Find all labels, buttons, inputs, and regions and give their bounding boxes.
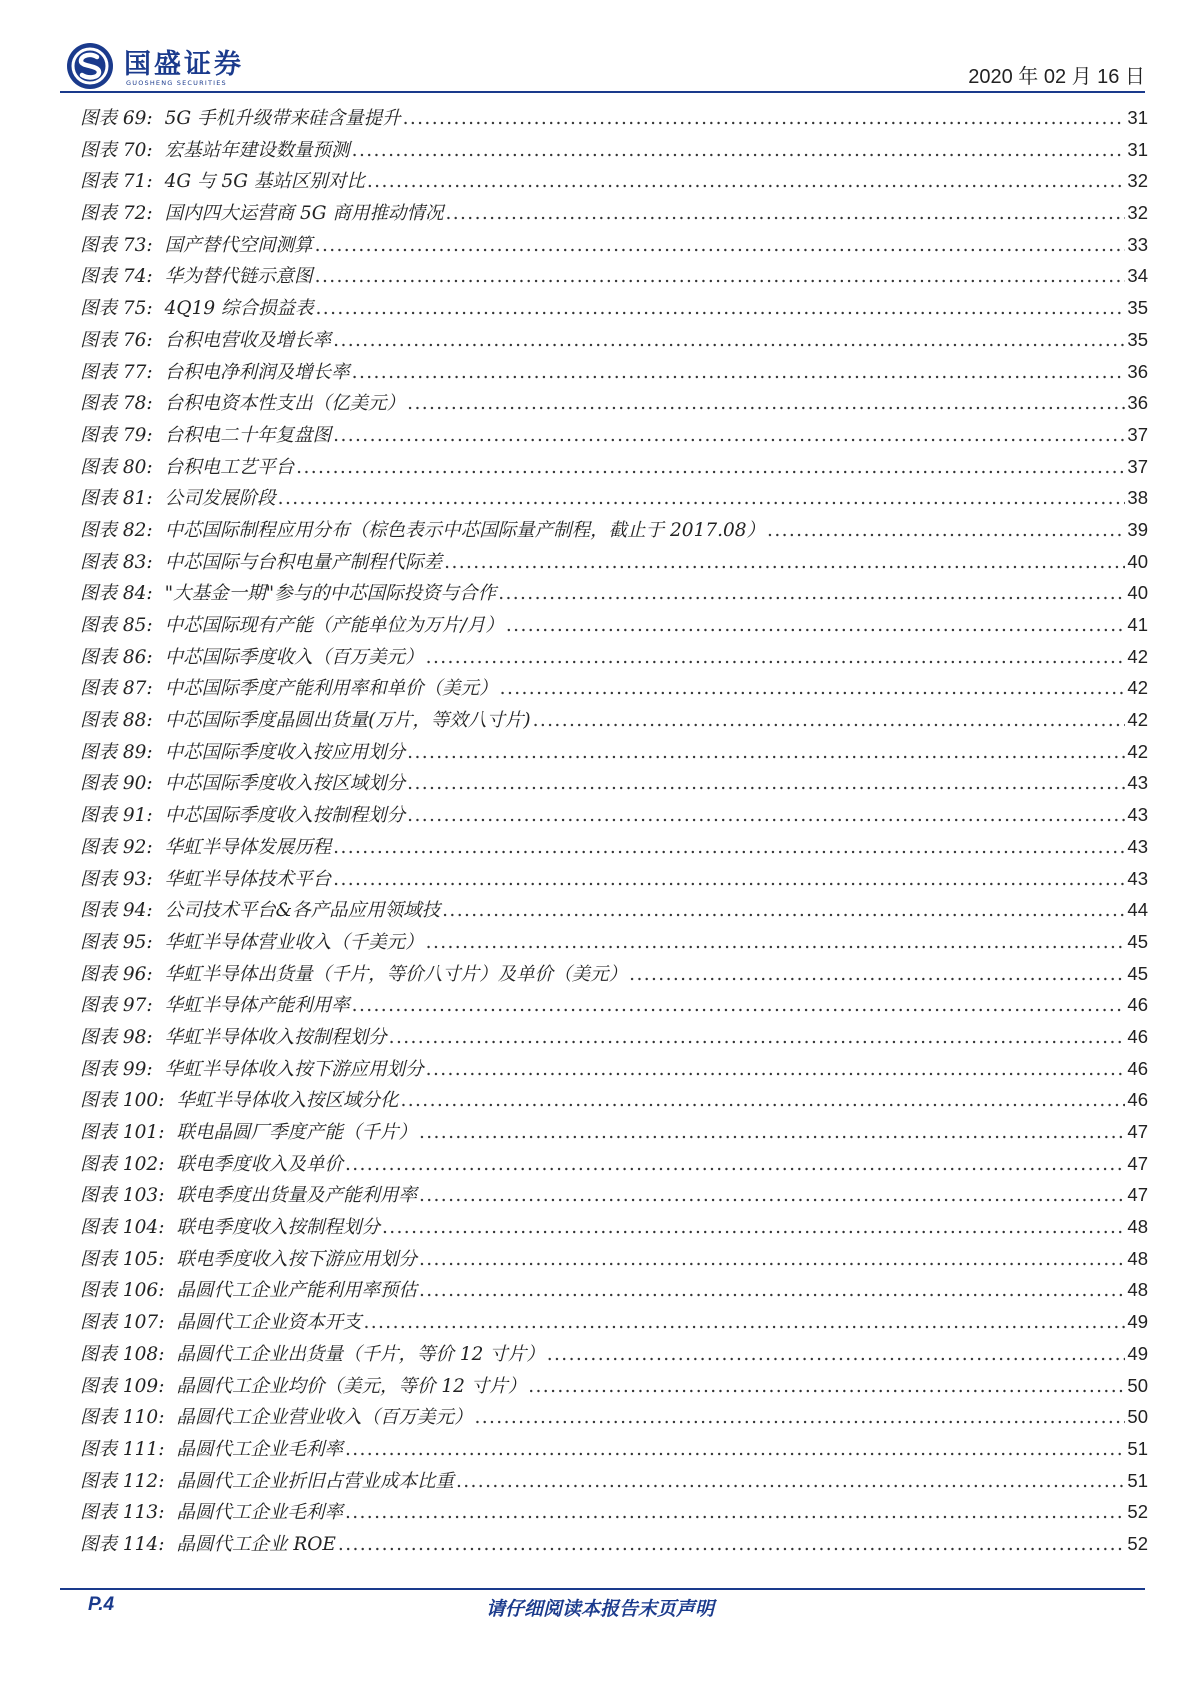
toc-entry[interactable]: [80, 738, 1148, 770]
toc-figure-title: 华虹半导体技术平台: [164, 868, 332, 890]
toc-figure-label: 图表 70:: [80, 139, 153, 161]
toc-page-number: 45: [1127, 962, 1148, 984]
toc-figure-label: 图表 112:: [80, 1470, 165, 1492]
toc-entry[interactable]: [80, 833, 1148, 865]
toc-figure-label: 图表 78:: [80, 393, 153, 415]
toc-entry[interactable]: [80, 928, 1148, 960]
toc-figure-title: 华虹半导体收入按下游应用划分: [164, 1058, 424, 1080]
toc-figure-label: 图表 90:: [80, 773, 153, 795]
toc-page-number: 47: [1127, 1184, 1148, 1206]
toc-figure-label: 图表 73:: [80, 234, 153, 256]
toc-entry[interactable]: [80, 991, 1148, 1023]
toc-entry[interactable]: [80, 1498, 1148, 1530]
toc-page-number: 37: [1127, 423, 1148, 445]
toc-figure-title: 公司技术平台&各产品应用领域技: [164, 900, 441, 922]
toc-dot-leader: [345, 1154, 1125, 1175]
toc-dot-leader: [419, 1122, 1125, 1143]
toc-figure-title: 晶圆代工企业营业收入（百万美元）: [176, 1407, 473, 1429]
toc-figure-title: 晶圆代工企业资本开支: [176, 1312, 362, 1334]
toc-figure-label: 图表 76:: [80, 329, 153, 351]
footer-disclaimer: 请仔细阅读本报告末页声明: [485, 1598, 714, 1620]
toc-entry[interactable]: [80, 896, 1148, 928]
toc-entry[interactable]: [80, 231, 1148, 263]
toc-dot-leader: [629, 964, 1125, 985]
toc-entry[interactable]: [80, 199, 1148, 231]
toc-figure-label: 图表 100:: [80, 1090, 165, 1112]
toc-dot-leader: [333, 869, 1125, 890]
toc-page-number: 46: [1127, 1057, 1148, 1079]
toc-page-number: 50: [1127, 1406, 1148, 1428]
toc-page-number: 48: [1127, 1216, 1148, 1238]
toc-figure-label: 图表 104:: [80, 1217, 165, 1239]
toc-figure-label: 图表 102:: [80, 1153, 165, 1175]
toc-figure-title: 联电季度收入按下游应用划分: [176, 1248, 417, 1270]
toc-figure-label: 图表 83:: [80, 551, 153, 573]
toc-dot-leader: [767, 520, 1125, 541]
toc-dot-leader: [382, 1217, 1125, 1238]
toc-page-number: 51: [1127, 1469, 1148, 1491]
toc-dot-leader: [419, 1280, 1125, 1301]
toc-dot-leader: [345, 1502, 1125, 1523]
toc-page-number: 47: [1127, 1121, 1148, 1142]
toc-figure-title: 台积电二十年复盘图: [164, 424, 332, 446]
toc-figure-label: 图表 74:: [80, 266, 153, 288]
toc-page-number: 51: [1127, 1437, 1148, 1459]
toc-entry[interactable]: [80, 1150, 1148, 1182]
toc-page-number: 50: [1127, 1374, 1148, 1396]
toc-entry[interactable]: [80, 104, 1148, 136]
toc-figure-label: 图表 80:: [80, 456, 153, 478]
toc-dot-leader: [426, 932, 1126, 953]
toc-page-number: 47: [1127, 1152, 1148, 1174]
toc-figure-title: 联电季度收入及单价: [176, 1153, 343, 1175]
toc-dot-leader: [400, 1090, 1125, 1111]
toc-dot-leader: [352, 362, 1126, 383]
toc-figure-title: 国产替代空间测算: [164, 234, 313, 256]
toc-figure-title: 4Q19 综合损益表: [164, 298, 314, 320]
toc-page-number: 44: [1127, 899, 1148, 921]
toc-figure-title: 晶圆代工企业折旧占营业成本比重: [176, 1470, 454, 1492]
toc-figure-label: 图表 85:: [80, 615, 153, 636]
toc-entry[interactable]: [80, 1023, 1148, 1055]
toc-figure-label: 图表 101:: [80, 1122, 165, 1143]
toc-entry[interactable]: [80, 421, 1148, 453]
toc-figure-title: 华为替代链示意图: [164, 266, 313, 288]
toc-page-number: 48: [1127, 1279, 1148, 1301]
toc-page-number: 35: [1127, 297, 1148, 319]
toc-figure-title: 华虹半导体发展历程: [164, 836, 332, 858]
toc-page-number: 41: [1127, 614, 1148, 635]
toc-page-number: 42: [1127, 740, 1148, 762]
toc-figure-label: 图表 105:: [80, 1248, 165, 1270]
toc-figure-title: 台积电营收及增长率: [164, 329, 332, 351]
toc-figure-label: 图表 98:: [80, 1026, 153, 1048]
toc-figure-title: 公司发展阶段: [164, 488, 276, 510]
toc-page-number: 49: [1127, 1342, 1148, 1364]
toc-figure-label: 图表 79:: [80, 424, 153, 446]
toc-page-number: 48: [1127, 1247, 1148, 1269]
toc-figure-title: 中芯国际与台积电量产制程代际差: [164, 551, 443, 573]
toc-figure-title: 台积电资本性支出（亿美元）: [164, 393, 406, 415]
toc-entry[interactable]: [80, 801, 1148, 833]
toc-figure-title: 5G 手机升级带来硅含量提升: [164, 108, 401, 129]
toc-figure-title: 台积电净利润及增长率: [164, 361, 350, 383]
toc-page-number: 32: [1127, 202, 1148, 224]
toc-figure-title: "大基金一期"参与的中芯国际投资与合作: [164, 583, 497, 605]
toc-figure-label: 图表 95:: [80, 931, 153, 953]
company-logo: [62, 38, 312, 98]
toc-dot-leader: [500, 678, 1126, 699]
toc-figure-label: 图表 81:: [80, 488, 153, 510]
toc-entry[interactable]: [80, 1213, 1148, 1245]
toc-figure-label: 图表 72:: [80, 203, 153, 225]
toc-dot-leader: [403, 108, 1126, 129]
toc-dot-leader: [367, 171, 1126, 192]
toc-figure-title: 中芯国际季度收入（百万美元）: [164, 646, 424, 668]
toc-dot-leader: [474, 1407, 1125, 1428]
toc-dot-leader: [363, 1312, 1125, 1333]
toc-figure-label: 图表 97:: [80, 995, 153, 1017]
toc-page-number: 40: [1127, 550, 1148, 572]
toc-figure-label: 图表 94:: [80, 900, 153, 922]
logo-text: 国盛证券: [124, 49, 244, 80]
toc-entry[interactable]: [80, 1403, 1148, 1435]
toc-figure-title: 中芯国际季度晶圆出货量(万片，等效八寸片): [164, 710, 531, 732]
toc-entry[interactable]: [80, 1340, 1148, 1372]
toc-figure-title: 中芯国际季度收入按制程划分: [164, 805, 406, 827]
toc-figure-title: 晶圆代工企业毛利率: [176, 1438, 343, 1460]
toc-page-number: 36: [1127, 392, 1148, 414]
logo-subtext: GUOSHENG SECURITIES: [126, 79, 227, 87]
toc-figure-title: 宏基站年建设数量预测: [164, 139, 350, 161]
report-date: 2020 年 02 月 16 日: [968, 66, 1145, 88]
toc-entry[interactable]: [80, 1245, 1148, 1277]
toc-page-number: 32: [1127, 170, 1148, 192]
toc-entry[interactable]: [80, 1118, 1148, 1150]
toc-entry[interactable]: [80, 1435, 1148, 1467]
toc-dot-leader: [338, 1534, 1126, 1555]
toc-page-number: 42: [1127, 645, 1148, 667]
toc-figure-label: 图表 109:: [80, 1375, 165, 1397]
toc-page-number: 35: [1127, 328, 1148, 350]
toc-dot-leader: [419, 1185, 1125, 1206]
toc-dot-leader: [315, 235, 1126, 256]
toc-page-number: 46: [1127, 994, 1148, 1016]
toc-entry[interactable]: [80, 136, 1148, 168]
toc-figure-title: 联电季度出货量及产能利用率: [176, 1185, 417, 1207]
toc-figure-label: 图表 84:: [80, 583, 153, 605]
toc-figure-label: 图表 77:: [80, 361, 153, 383]
header-divider: [60, 91, 1145, 93]
toc-figure-title: 中芯国际制程应用分布（棕色表示中芯国际量产制程，截止于 2017.08）: [164, 519, 766, 541]
toc-entry[interactable]: [80, 1467, 1148, 1499]
toc-page-number: 33: [1127, 233, 1148, 255]
toc-page-number: 31: [1127, 107, 1148, 128]
toc-entry[interactable]: [80, 326, 1148, 358]
guosheng-logo-icon: [66, 42, 114, 90]
toc-page-number: 37: [1127, 455, 1148, 477]
toc-entry[interactable]: [80, 167, 1148, 199]
toc-page-number: 42: [1127, 677, 1148, 699]
toc-figure-label: 图表 114:: [80, 1533, 165, 1555]
figure-index-list: [80, 104, 1148, 1562]
toc-entry[interactable]: [80, 358, 1148, 390]
toc-entry[interactable]: [80, 516, 1148, 548]
toc-page-number: 40: [1127, 582, 1148, 604]
toc-figure-title: 华虹半导体产能利用率: [164, 995, 350, 1017]
toc-dot-leader: [345, 1439, 1125, 1460]
toc-dot-leader: [333, 837, 1125, 858]
toc-figure-title: 华虹半导体营业收入（千美元）: [164, 931, 424, 953]
toc-dot-leader: [426, 1059, 1126, 1080]
toc-figure-label: 图表 92:: [80, 836, 153, 858]
toc-entry[interactable]: [80, 548, 1148, 580]
toc-dot-leader: [445, 203, 1125, 224]
toc-page-number: 38: [1127, 487, 1148, 509]
toc-figure-title: 晶圆代工企业均价（美元，等价 12 寸片）: [176, 1375, 527, 1397]
toc-page-number: 31: [1127, 138, 1148, 160]
toc-entry[interactable]: [80, 1086, 1148, 1118]
toc-dot-leader: [316, 298, 1126, 319]
toc-figure-title: 联电季度收入按制程划分: [176, 1217, 380, 1239]
toc-dot-leader: [278, 488, 1126, 509]
toc-figure-title: 中芯国际季度收入按区域划分: [164, 773, 406, 795]
toc-figure-label: 图表 87:: [80, 678, 153, 700]
toc-figure-label: 图表 88:: [80, 710, 153, 732]
toc-figure-label: 图表 99:: [80, 1058, 153, 1080]
toc-figure-label: 图表 103:: [80, 1185, 165, 1207]
toc-figure-title: 台积电工艺平台: [164, 456, 295, 478]
toc-dot-leader: [352, 140, 1126, 161]
toc-dot-leader: [498, 583, 1125, 604]
toc-dot-leader: [506, 615, 1126, 636]
toc-dot-leader: [533, 710, 1126, 731]
toc-page-number: 52: [1127, 1532, 1148, 1554]
toc-entry[interactable]: [80, 1308, 1148, 1340]
toc-dot-leader: [419, 1249, 1125, 1270]
toc-page-number: 36: [1127, 360, 1148, 382]
toc-entry[interactable]: [80, 262, 1148, 294]
toc-dot-leader: [407, 742, 1125, 763]
toc-figure-label: 图表 75:: [80, 298, 153, 320]
toc-figure-label: 图表 111:: [80, 1438, 165, 1460]
toc-entry[interactable]: [80, 1181, 1148, 1213]
toc-entry[interactable]: [80, 1055, 1148, 1087]
toc-figure-label: 图表 96:: [80, 963, 153, 985]
toc-dot-leader: [333, 330, 1125, 351]
toc-figure-label: 图表 82:: [80, 519, 153, 541]
toc-entry[interactable]: [80, 611, 1148, 643]
toc-dot-leader: [296, 457, 1125, 478]
toc-entry[interactable]: [80, 1276, 1148, 1308]
toc-page-number: 52: [1127, 1501, 1148, 1523]
toc-page-number: 43: [1127, 804, 1148, 826]
toc-figure-label: 图表 108:: [80, 1343, 165, 1365]
page-header: [60, 30, 1145, 92]
footer-divider: [60, 1588, 1145, 1590]
toc-figure-title: 4G 与 5G 基站区别对比: [164, 171, 365, 193]
toc-figure-label: 图表 86:: [80, 646, 153, 668]
toc-entry[interactable]: [80, 579, 1148, 611]
toc-figure-title: 中芯国际季度产能利用率和单价（美元）: [164, 678, 498, 700]
toc-dot-leader: [528, 1376, 1125, 1397]
toc-dot-leader: [442, 900, 1125, 921]
toc-page-number: 39: [1127, 518, 1148, 540]
toc-figure-title: 中芯国际季度收入按应用划分: [164, 741, 406, 763]
toc-figure-title: 华虹半导体出货量（千片，等价八寸片）及单价（美元）: [164, 963, 628, 985]
toc-dot-leader: [407, 393, 1125, 414]
toc-page-number: 49: [1127, 1311, 1148, 1333]
footer-page-number: P.4: [88, 1594, 115, 1615]
toc-page-number: 43: [1127, 835, 1148, 857]
toc-entry[interactable]: [80, 769, 1148, 801]
toc-page-number: 45: [1127, 930, 1148, 952]
toc-figure-title: 中芯国际现有产能（产能单位为万片/月）: [164, 615, 504, 636]
toc-dot-leader: [456, 1471, 1125, 1492]
toc-page-number: 43: [1127, 867, 1148, 889]
toc-figure-label: 图表 110:: [80, 1407, 165, 1429]
toc-entry[interactable]: [80, 706, 1148, 738]
toc-figure-title: 晶圆代工企业出货量（千片，等价 12 寸片）: [176, 1343, 545, 1365]
toc-dot-leader: [426, 647, 1126, 668]
toc-figure-label: 图表 113:: [80, 1502, 165, 1524]
toc-dot-leader: [547, 1344, 1126, 1365]
toc-entry[interactable]: [80, 484, 1148, 516]
toc-dot-leader: [315, 266, 1126, 287]
toc-page-number: 42: [1127, 709, 1148, 731]
toc-dot-leader: [333, 425, 1125, 446]
toc-figure-title: 联电晶圆厂季度产能（千片）: [176, 1122, 417, 1143]
toc-figure-label: 图表 93:: [80, 868, 153, 890]
toc-figure-title: 晶圆代工企业产能利用率预估: [176, 1280, 417, 1302]
toc-figure-title: 华虹半导体收入按制程划分: [164, 1026, 387, 1048]
toc-entry[interactable]: [80, 674, 1148, 706]
toc-page-number: 34: [1127, 265, 1148, 287]
toc-entry[interactable]: [80, 643, 1148, 675]
toc-dot-leader: [407, 805, 1125, 826]
toc-figure-label: 图表 107:: [80, 1312, 165, 1334]
toc-figure-title: 晶圆代工企业毛利率: [176, 1502, 343, 1524]
toc-entry[interactable]: [80, 1530, 1148, 1562]
toc-page-number: 46: [1127, 1089, 1148, 1111]
toc-figure-title: 华虹半导体收入按区域分化: [176, 1090, 399, 1112]
toc-figure-label: 图表 69:: [80, 108, 153, 129]
toc-page-number: 43: [1127, 772, 1148, 794]
toc-entry[interactable]: [80, 1372, 1148, 1404]
toc-dot-leader: [407, 773, 1125, 794]
toc-entry[interactable]: [80, 453, 1148, 485]
toc-entry[interactable]: [80, 294, 1148, 326]
toc-figure-label: 图表 106:: [80, 1280, 165, 1302]
toc-dot-leader: [389, 1027, 1126, 1048]
toc-figure-label: 图表 71:: [80, 171, 153, 193]
toc-entry[interactable]: [80, 865, 1148, 897]
toc-dot-leader: [444, 552, 1125, 573]
toc-entry[interactable]: [80, 960, 1148, 992]
toc-figure-label: 图表 91:: [80, 805, 153, 827]
toc-figure-label: 图表 89:: [80, 741, 153, 763]
toc-page-number: 46: [1127, 1025, 1148, 1047]
toc-dot-leader: [352, 995, 1126, 1016]
toc-figure-title: 国内四大运营商 5G 商用推动情况: [164, 203, 444, 225]
toc-entry[interactable]: [80, 389, 1148, 421]
toc-figure-title: 晶圆代工企业 ROE: [176, 1533, 336, 1555]
